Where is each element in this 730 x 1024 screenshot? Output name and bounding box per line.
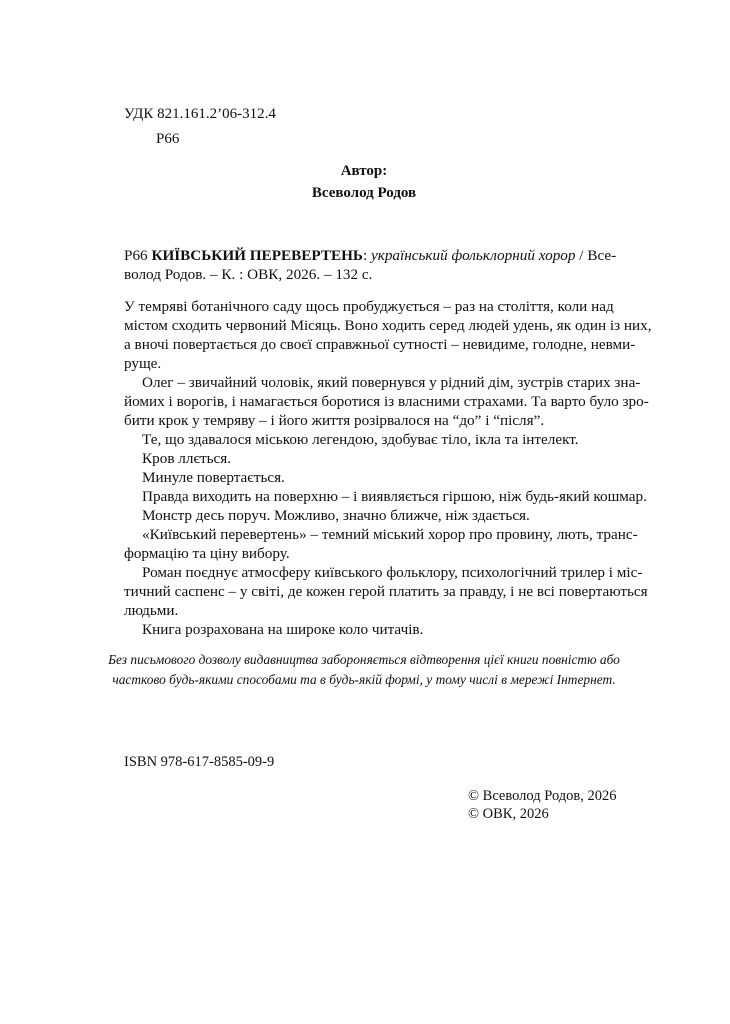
bib-code: Р66	[124, 247, 148, 264]
book-title: КИЇВСЬКИЙ ПЕРЕВЕРТЕНЬ	[151, 247, 363, 264]
rights-notice-line: Без письмового дозволу видавництва забороняється відтворення цієї книги повністю або	[108, 652, 620, 667]
annotation-line: Правда виходить на поверхню – і виявляється гіршою, ніж будь-який кошмар.	[142, 488, 647, 505]
annotation-line: руще.	[124, 355, 162, 372]
bib-rest: / Все-	[579, 247, 617, 264]
bib-colon: :	[362, 247, 368, 264]
annotation-line: Минуле повертається.	[142, 469, 285, 486]
annotation-line: формацію та ціну вибору.	[124, 545, 290, 562]
rights-notice-line: частково будь-якими способами та в будь-якій формі, у тому числі в мережі Інтернет.	[112, 672, 616, 687]
annotation-line: містом сходить червоний Місяць. Воно ходить серед людей удень, як один із них,	[124, 317, 652, 334]
annotation-line: «Київський перевертень» – темний міський хорор про провину, лють, транс-	[142, 526, 638, 543]
annotation-line: людьми.	[124, 602, 179, 619]
annotation-line: йомих і ворогів, і намагається боротися із власними страхами. Та варто було зро-	[124, 393, 649, 410]
annotation-line: тичний саспенс – у світі, де кожен герой платить за правду, і не всі повертаються	[124, 583, 648, 600]
annotation-line: Те, що здавалося міською легендою, здобуває тіло, ікла та інтелект.	[142, 431, 579, 448]
annotation-line: а вночі повертається до своєї справжньої сутності – невидиме, голодне, невми-	[124, 336, 636, 353]
copyright-author: © Всеволод Родов, 2026	[468, 788, 617, 804]
isbn: ISBN 978-617-8585-09-9	[124, 754, 275, 770]
author-label: Автор:	[340, 163, 388, 179]
author-name: Всеволод Родов	[311, 185, 417, 201]
annotation-line: бити крок у темряву – і його життя розірвалося на “до” і “після”.	[124, 412, 545, 429]
annotation-line: Монстр десь поруч. Можливо, значно ближче, ніж здається.	[142, 507, 530, 524]
author-sign: Р66	[156, 131, 180, 147]
annotation-line: Олег – звичайний чоловік, який повернувся у рідний дім, зустрів старих зна-	[142, 374, 641, 391]
udk-code: УДК 821.161.2’06-312.4	[124, 106, 276, 122]
annotation-line: Роман поєднує атмосферу київського фольклору, психологічний трилер і міс-	[142, 564, 643, 581]
copyright-publisher: © ОВК, 2026	[468, 806, 549, 822]
bibliographic-line-2: волод Родов. – К. : ОВК, 2026. – 132 с.	[124, 266, 373, 283]
annotation-line: Книга розрахована на широке коло читачів.	[142, 621, 424, 638]
bibliographic-line-1	[124, 246, 617, 265]
annotation-line: У темряві ботанічного саду щось пробуджується – раз на століття, коли над	[124, 298, 614, 315]
annotation-line: Кров ллється.	[142, 450, 232, 467]
book-subtitle: український фольклорний хорор	[370, 247, 576, 264]
